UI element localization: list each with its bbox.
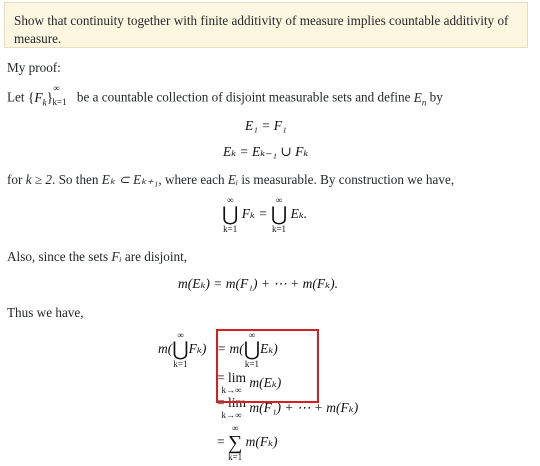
chain-step-4-eq: = (217, 434, 225, 450)
chain-step-4-sub: k=1 (228, 452, 243, 462)
also-pre: Also, since the sets (7, 249, 109, 264)
proof-heading: My proof: (7, 60, 61, 75)
union-sub-2: k=1 (271, 224, 287, 234)
chain-step-4 (217, 424, 278, 462)
chain-step-4-rest: m(Fₖ) (245, 434, 278, 450)
question-text: Show that continuity together with finite additivity of measure implies countable additivity of measure. (14, 13, 509, 46)
equation-e1 (245, 118, 287, 134)
measure-equation (178, 276, 338, 292)
intro-en: $E_n$ (413, 89, 427, 108)
also-line (7, 249, 187, 265)
highlight-box (216, 329, 319, 403)
chain-step-1-m: = m( (217, 341, 244, 357)
sequence-f: $\{F_k\}^\infty_{k=1}$ (27, 83, 67, 108)
union-sub-1: k=1 (223, 224, 238, 234)
chain-step-2-lim-text: = lim (217, 370, 246, 385)
chain-step-1-e: Eₖ) (260, 341, 278, 357)
also-post: are disjoint, (124, 249, 188, 264)
union-operator-2: ∞ ⋃ k=1 (270, 195, 288, 234)
for-k-rel: Eₖ ⊂ Eₖ₊₁ (101, 172, 159, 187)
chain-lhs-m: m( (158, 341, 173, 357)
chain-step-4-sum: ∞ ∑ k=1 (228, 423, 243, 462)
chain-step-2-rest: m(Eₖ) (249, 375, 282, 391)
chain-lhs-union: ∞ ⋃ k=1 (172, 330, 189, 369)
for-k-pre: for (7, 172, 23, 187)
for-k-line (7, 172, 454, 188)
chain-lhs-sub: k=1 (173, 359, 188, 369)
also-fi: Fᵢ (111, 249, 122, 264)
union-sup-1: ∞ (226, 195, 234, 205)
chain-step-3-lim-under: k→∞ (221, 410, 242, 420)
intro-pre: Let (7, 89, 25, 105)
intro-line (7, 83, 443, 108)
equation-ek-text: Eₖ = Eₖ₋₁ ∪ Fₖ (223, 144, 309, 159)
equation-ek (223, 144, 308, 160)
for-k-end: is measurable. By construction we have, (241, 172, 455, 187)
union-operator-1: ∞ ⋃ k=1 (222, 195, 239, 234)
measure-equation-text: m(Eₖ) = m(F₁) + ⋯ + m(Fₖ). (178, 276, 338, 291)
union-equation (222, 196, 307, 234)
chain-step-4-sup: ∞ (231, 423, 239, 433)
chain-lhs-f: Fₖ) (188, 341, 207, 357)
union-sup-2: ∞ (275, 195, 283, 205)
for-k-mid: . So then (51, 172, 99, 187)
union-rhs: Eₖ. (290, 206, 308, 222)
chain-step-3-lim-text: = lim (217, 395, 246, 410)
thus-line: Thus we have, (7, 305, 84, 320)
for-k-post: , where each (158, 172, 225, 187)
chain-step-1-sup: ∞ (248, 330, 256, 340)
intro-by: by (429, 89, 443, 105)
for-k-cond: k ≥ 2 (25, 172, 52, 187)
chain-lhs (158, 331, 206, 369)
chain-step-3-rest: m(F₁) + ⋯ + m(Fₖ) (249, 400, 359, 416)
equation-e1-text: E₁ = F₁ (245, 118, 287, 133)
chain-step-1-sub: k=1 (244, 359, 259, 369)
intro-post: be a countable collection of disjoint measurable sets and define (76, 89, 411, 105)
union-lhs: Fₖ = (241, 206, 268, 222)
chain-lhs-sup: ∞ (177, 330, 184, 340)
chain-step-1-union: ∞ ⋃ k=1 (243, 330, 261, 369)
question-callout (4, 2, 528, 48)
chain-step-2-lim-under: k→∞ (221, 385, 242, 395)
for-k-ei: Eᵢ (227, 172, 239, 187)
